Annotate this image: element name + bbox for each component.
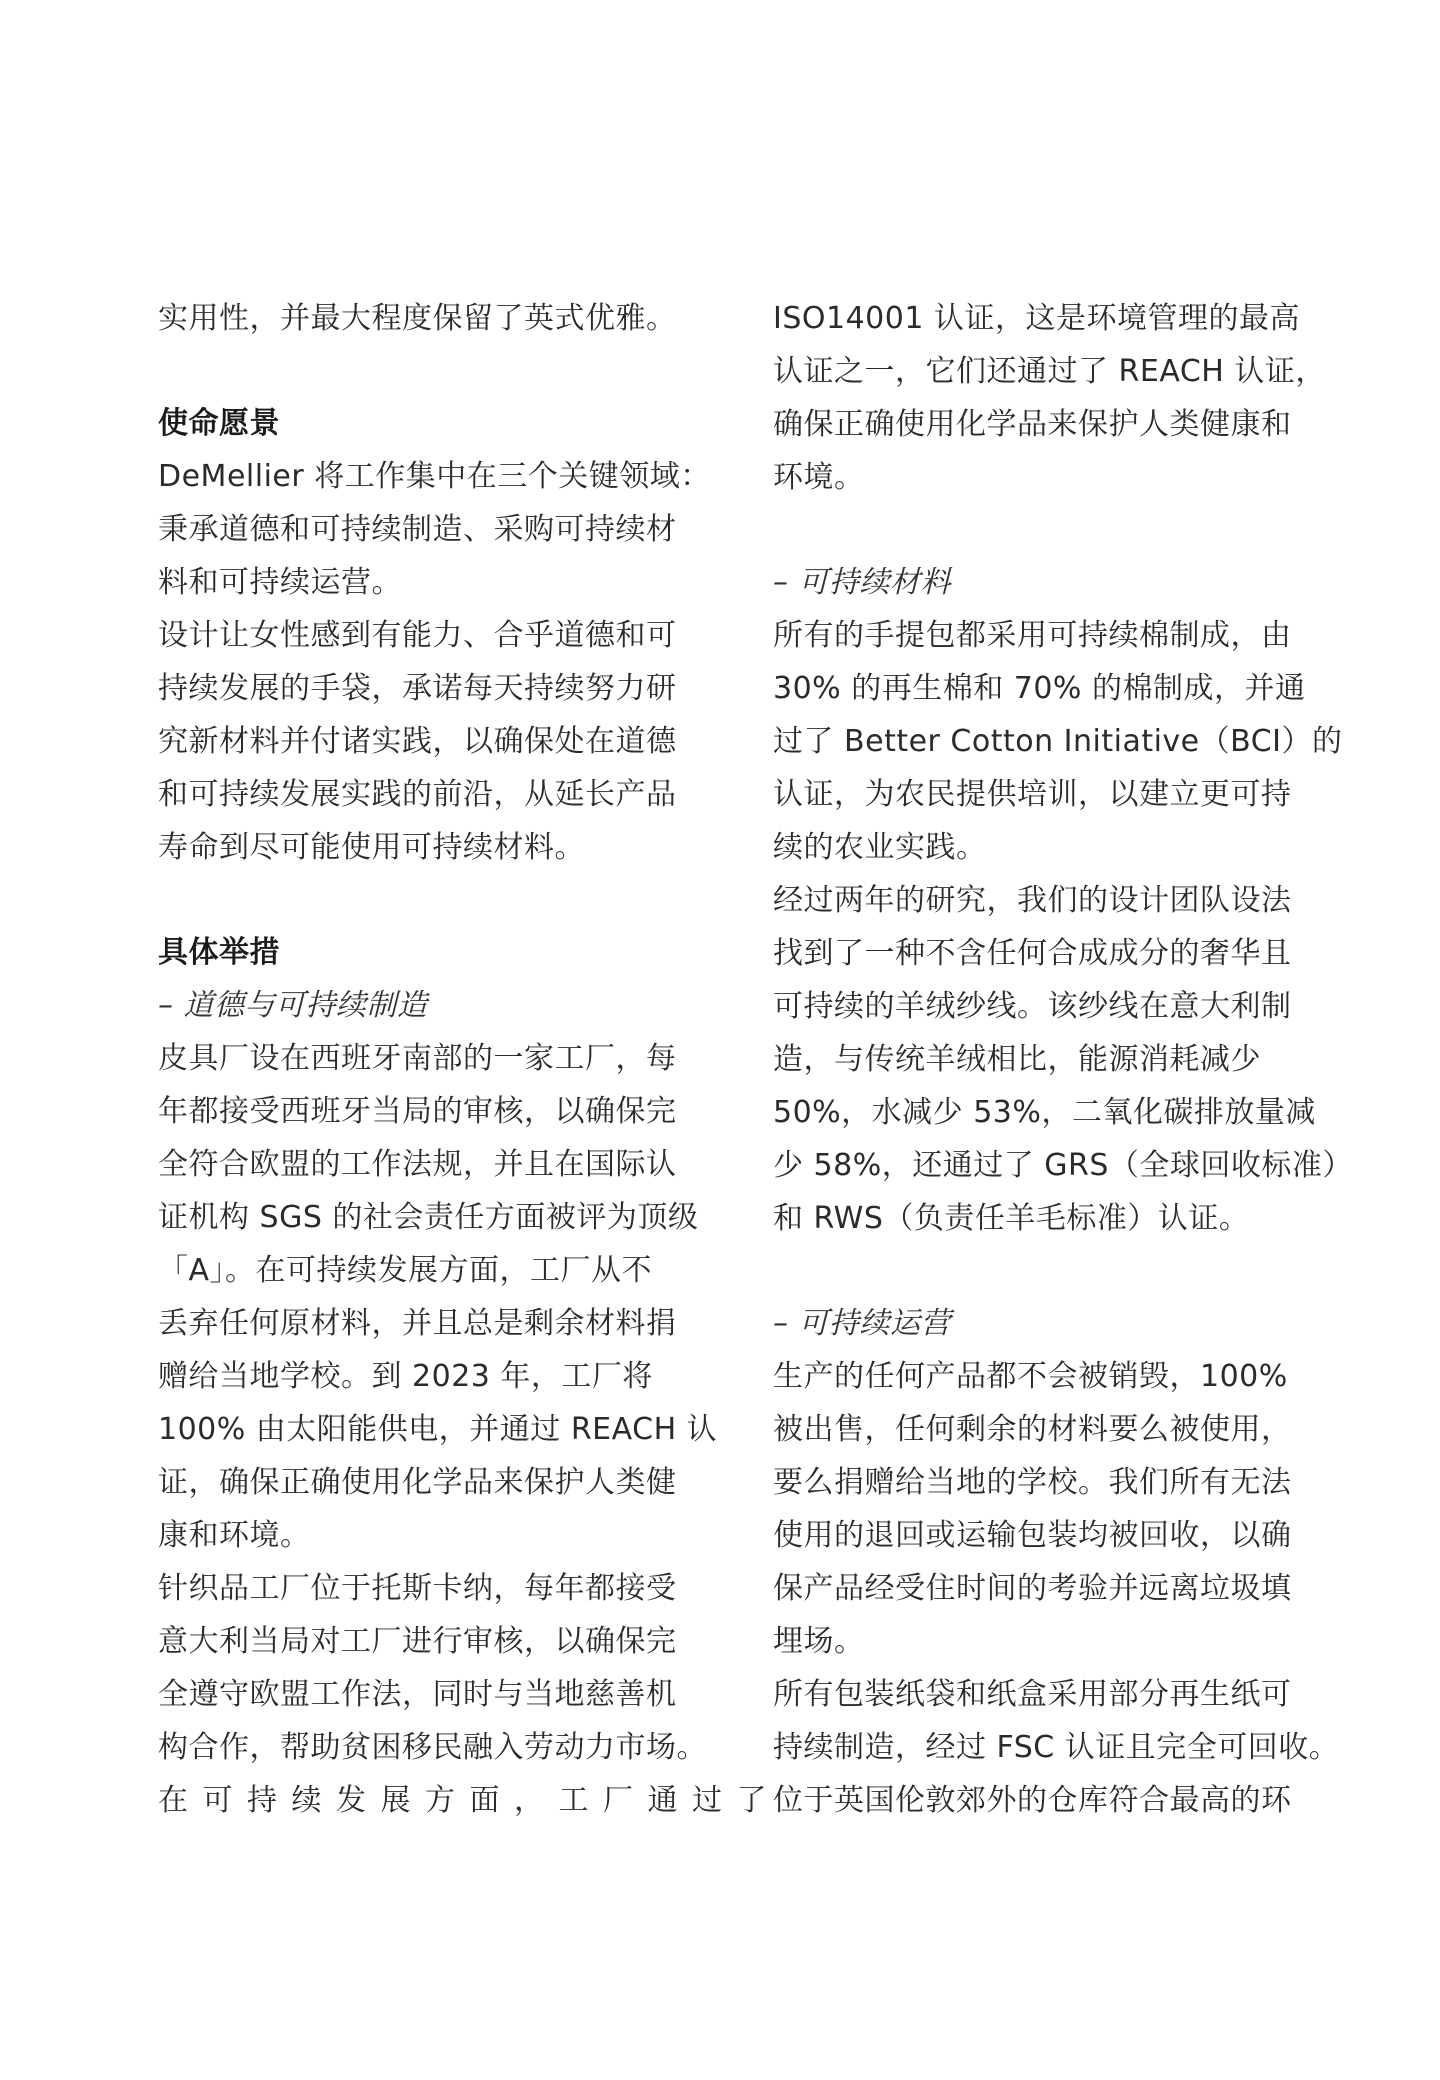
subheading-sustainable-materials: – 可持续材料	[773, 565, 952, 600]
ethical-line: 证机构 SGS 的社会责任方面被评为顶级	[158, 1200, 699, 1235]
ethical-line: 皮具厂设在西班牙南部的一家工厂，每	[158, 1041, 677, 1076]
operations-line: 要么捐赠给当地的学校。我们所有无法	[773, 1465, 1292, 1500]
mission-heading: 使命愿景	[158, 406, 280, 441]
ethical-line: 意大利当局对工厂进行审核，以确保完	[158, 1624, 677, 1659]
spacer	[158, 874, 688, 926]
ethical-line: 丢弃任何原材料，并且总是剩余材料捐	[158, 1306, 677, 1341]
ethical-line: 全符合欧盟的工作法规，并且在国际认	[158, 1147, 677, 1182]
mission-line: 究新材料并付诸实践，以确保处在道德	[158, 724, 677, 759]
materials-line: 过了 Better Cotton Initiative（BCI）的	[773, 724, 1343, 759]
subheading-ethical-manufacturing: – 道德与可持续制造	[158, 988, 428, 1023]
operations-line: 生产的任何产品都不会被销毁，100%	[773, 1359, 1288, 1394]
materials-line: 经过两年的研究，我们的设计团队设法	[773, 883, 1292, 918]
operations-line: 位于英国伦敦郊外的仓库符合最高的环	[773, 1783, 1292, 1818]
mission-line: 寿命到尽可能使用可持续材料。	[158, 830, 585, 865]
mission-line: 设计让女性感到有能力、合乎道德和可	[158, 618, 677, 653]
mission-line: DeMellier 将工作集中在三个关键领域：	[158, 459, 711, 494]
materials-line: 少 58%，还通过了 GRS（全球回收标准）	[773, 1148, 1353, 1183]
materials-line: 30% 的再生棉和 70% 的棉制成，并通	[773, 671, 1306, 706]
ethical-line: 赠给当地学校。到 2023 年，工厂将	[158, 1359, 653, 1394]
continued-line: ISO14001 认证，这是环境管理的最高	[773, 301, 1300, 336]
mission-line: 持续发展的手袋，承诺每天持续努力研	[158, 671, 677, 706]
mission-line: 料和可持续运营。	[158, 565, 402, 600]
materials-line: 造，与传统羊绒相比，能源消耗减少	[773, 1042, 1261, 1077]
materials-line: 可持续的羊绒纱线。该纱线在意大利制	[773, 989, 1292, 1024]
operations-line: 使用的退回或运输包装均被回收，以确	[773, 1518, 1292, 1553]
materials-line: 和 RWS（负责任羊毛标准）认证。	[773, 1201, 1250, 1236]
right-column	[773, 292, 1353, 1827]
operations-line: 埋场。	[773, 1624, 865, 1659]
spacer	[773, 1245, 1303, 1297]
operations-line: 保产品经受住时间的考验并远离垃圾填	[773, 1571, 1292, 1606]
subheading-sustainable-operations: – 可持续运营	[773, 1306, 952, 1341]
measures-heading: 具体举措	[158, 935, 280, 970]
operations-line: 持续制造，经过 FSC 认证且完全可回收。	[773, 1730, 1340, 1765]
ethical-line: 针织品工厂位于托斯卡纳，每年都接受	[158, 1571, 677, 1606]
ethical-line: 年都接受西班牙当局的审核，以确保完	[158, 1094, 677, 1129]
operations-line: 所有包装纸袋和纸盒采用部分再生纸可	[773, 1677, 1292, 1712]
materials-line: 认证，为农民提供培训，以建立更可持	[773, 777, 1292, 812]
left-column	[158, 292, 781, 1827]
operations-line: 被出售，任何剩余的材料要么被使用，	[773, 1412, 1292, 1447]
continued-line: 认证之一，它们还通过了 REACH 认证，	[773, 354, 1326, 389]
materials-line: 续的农业实践。	[773, 830, 987, 865]
ethical-line: 全遵守欧盟工作法，同时与当地慈善机	[158, 1677, 677, 1712]
intro-line: 实用性，并最大程度保留了英式优雅。	[158, 301, 677, 336]
ethical-line: 在可持续发展方面，工厂通过了	[158, 1783, 781, 1818]
spacer	[773, 504, 1303, 556]
mission-line: 和可持续发展实践的前沿，从延长产品	[158, 777, 677, 812]
mission-line: 秉承道德和可持续制造、采购可持续材	[158, 512, 677, 547]
ethical-line: 证，确保正确使用化学品来保护人类健	[158, 1465, 677, 1500]
materials-line: 找到了一种不含任何合成成分的奢华且	[773, 936, 1292, 971]
spacer	[158, 345, 688, 397]
materials-line: 所有的手提包都采用可持续棉制成，由	[773, 618, 1292, 653]
continued-line: 确保正确使用化学品来保护人类健康和	[773, 407, 1292, 442]
ethical-line: 「A」。在可持续发展方面，工厂从不	[158, 1253, 653, 1288]
continued-line: 环境。	[773, 460, 865, 495]
ethical-line: 100% 由太阳能供电，并通过 REACH 认	[158, 1412, 718, 1447]
ethical-line: 康和环境。	[158, 1518, 311, 1553]
materials-line: 50%，水减少 53%，二氧化碳排放量减	[773, 1095, 1316, 1130]
ethical-line: 构合作，帮助贫困移民融入劳动力市场。	[158, 1730, 707, 1765]
